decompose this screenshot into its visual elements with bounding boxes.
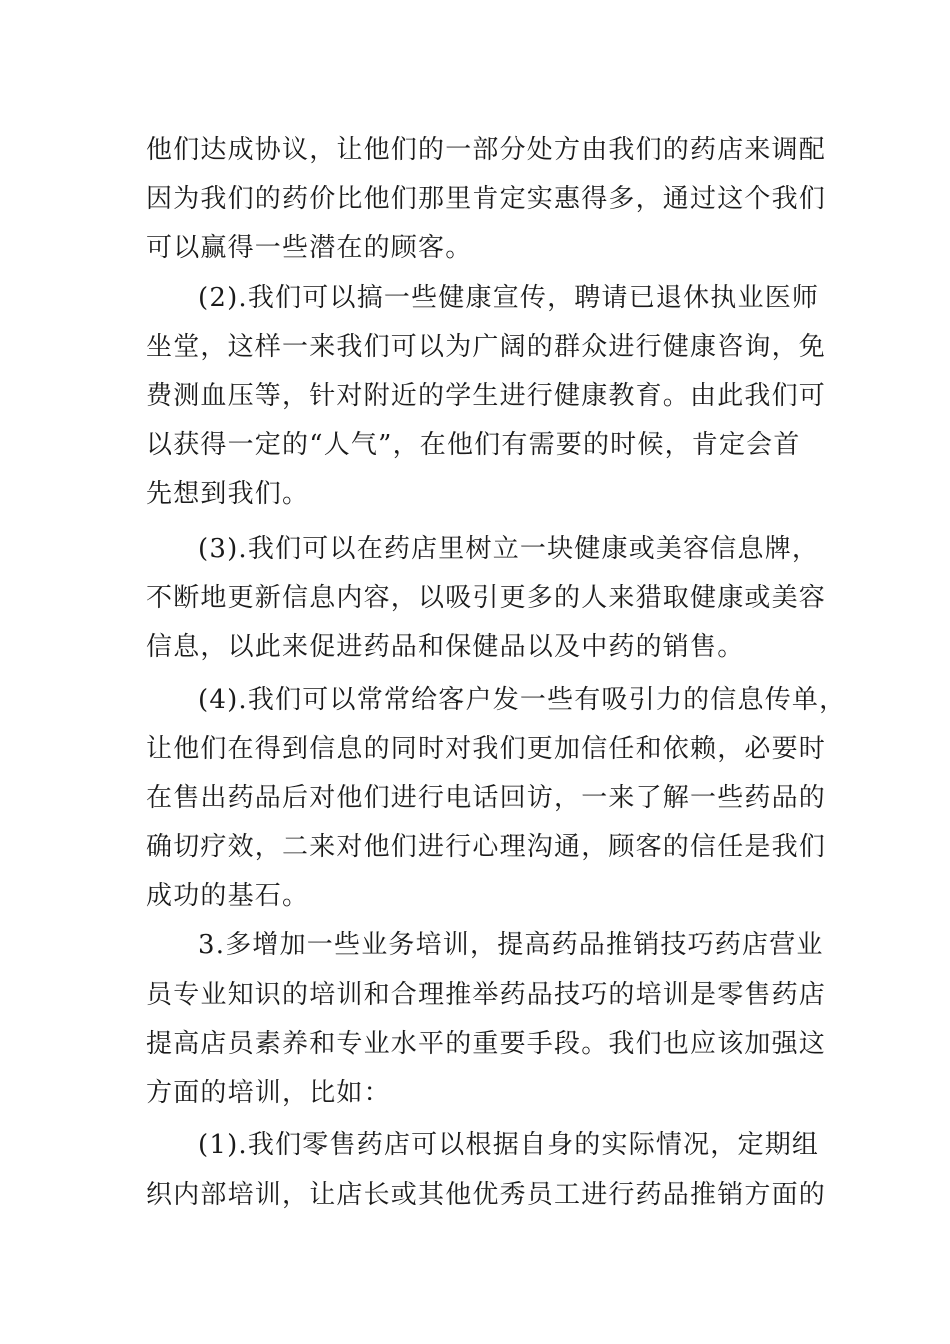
text-line: 3.多增加一些业务培训，提高药品推销技巧药店营业: [198, 930, 824, 960]
text-line: 确切疗效，二来对他们进行心理沟通，顾客的信任是我们: [146, 832, 827, 862]
text-line: 不断地更新信息内容，以吸引更多的人来猎取健康或美容: [146, 583, 827, 613]
text-line: 员专业知识的培训和合理推举药品技巧的培训是零售药店: [146, 980, 827, 1010]
text-line: (1).我们零售药店可以根据自身的实际情况，定期组: [198, 1130, 820, 1160]
text-line: (3).我们可以在药店里树立一块健康或美容信息牌，: [198, 534, 820, 564]
text-line: (4).我们可以常常给客户发一些有吸引力的信息传单，: [198, 685, 847, 715]
text-line: 他们达成协议，让他们的一部分处方由我们的药店来调配: [146, 135, 827, 165]
text-line: 可以赢得一些潜在的顾客。: [146, 233, 473, 263]
text-line: 织内部培训，让店长或其他优秀员工进行药品推销方面的: [146, 1180, 827, 1210]
text-line: 信息，以此来促进药品和保健品以及中药的销售。: [146, 632, 745, 662]
text-line: 因为我们的药价比他们那里肯定实惠得多，通过这个我们: [146, 184, 827, 214]
text-line: 以获得一定的“人气”，在他们有需要的时候，肯定会首: [146, 430, 801, 460]
text-line: 费测血压等，针对附近的学生进行健康教育。由此我们可: [146, 381, 827, 411]
text-line: 先想到我们。: [146, 479, 310, 509]
text-line: 坐堂，这样一来我们可以为广阔的群众进行健康咨询，免: [146, 332, 827, 362]
text-line: 让他们在得到信息的同时对我们更加信任和依赖，必要时: [146, 734, 827, 764]
text-line: 提高店员素养和专业水平的重要手段。我们也应该加强这: [146, 1029, 827, 1059]
text-line: 成功的基石。: [146, 881, 310, 911]
text-line: 在售出药品后对他们进行电话回访，一来了解一些药品的: [146, 783, 827, 813]
text-line: (2).我们可以搞一些健康宣传，聘请已退休执业医师: [198, 283, 820, 313]
text-line: 方面的培训，比如：: [146, 1078, 391, 1108]
